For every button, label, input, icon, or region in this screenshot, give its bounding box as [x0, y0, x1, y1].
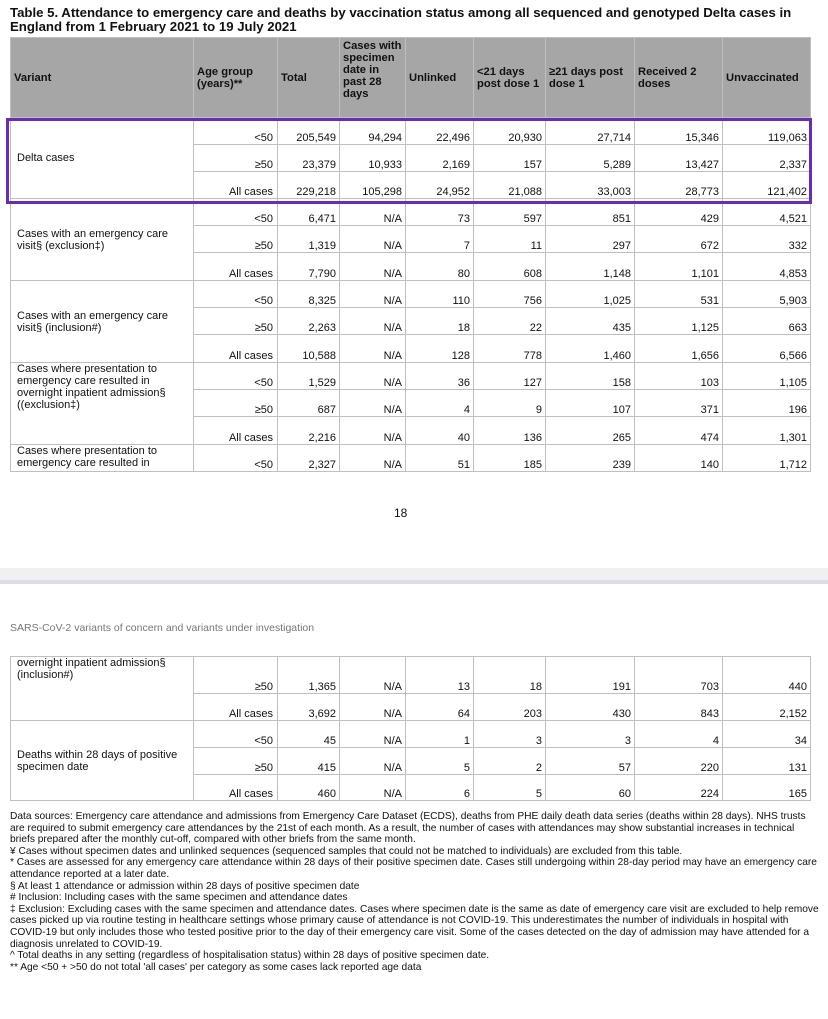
footnote: ^ Total deaths in any setting (regardless of hospitalisation status) within 28 days of positive specimen date.: [10, 950, 490, 962]
table-cell: 2,263: [278, 308, 340, 335]
age-group-cell: All cases: [194, 335, 278, 363]
table-cell: N/A: [340, 281, 406, 308]
table-cell: 3: [474, 721, 546, 748]
age-group-cell: ≥50: [194, 308, 278, 335]
table-cell: 1,101: [635, 253, 723, 281]
table-cell: N/A: [340, 226, 406, 253]
table-cell: 6,566: [723, 335, 811, 363]
footnote: ** Age <50 + >50 do not total 'all cases' per category as some cases lack reported age data: [10, 961, 422, 973]
table-cell: 687: [278, 390, 340, 417]
table-cell: 11: [474, 226, 546, 253]
header-cases-with-specimen: Cases with specimen date in past 28 days: [340, 38, 406, 118]
table-cell: 1,148: [546, 253, 635, 281]
table-cell: 185: [474, 445, 546, 472]
table-cell: 460: [278, 775, 340, 801]
table-cell: 703: [635, 657, 723, 694]
table-cell: 23,379: [278, 145, 340, 172]
age-group-cell: ≥50: [194, 390, 278, 417]
table-cell: 203: [474, 694, 546, 721]
table-cell: 18: [474, 657, 546, 694]
table-cell: 1,125: [635, 308, 723, 335]
table-cell: 1,025: [546, 281, 635, 308]
age-group-cell: All cases: [194, 694, 278, 721]
age-group-cell: ≥50: [194, 657, 278, 694]
table-cell: N/A: [340, 657, 406, 694]
table-cell: 430: [546, 694, 635, 721]
table-cell: 27,714: [546, 118, 635, 145]
table-cell: 597: [474, 199, 546, 226]
table-cell: 136: [474, 417, 546, 445]
row-group-label: Deaths within 28 days of positive specimen date: [11, 721, 194, 801]
header-unlinked: Unlinked: [406, 38, 474, 118]
table-cell: 756: [474, 281, 546, 308]
table-cell: 474: [635, 417, 723, 445]
table-cell: 4: [406, 390, 474, 417]
table-cell: 157: [474, 145, 546, 172]
table-cell: 6,471: [278, 199, 340, 226]
table-cell: 165: [723, 775, 811, 801]
table-cell: N/A: [340, 253, 406, 281]
table-cell: 22: [474, 308, 546, 335]
table-row: [11, 657, 811, 694]
table-cell: 205,549: [278, 118, 340, 145]
table-cell: 21,088: [474, 172, 546, 199]
table-cell: 7,790: [278, 253, 340, 281]
age-group-cell: All cases: [194, 172, 278, 199]
table-cell: 3,692: [278, 694, 340, 721]
table-cell: 1,656: [635, 335, 723, 363]
table-cell: 1: [406, 721, 474, 748]
age-group-cell: <50: [194, 118, 278, 145]
table-cell: 131: [723, 748, 811, 775]
header-lt21-days: <21 days post dose 1: [474, 38, 546, 118]
table-row: [11, 118, 811, 145]
page-separator: [0, 568, 828, 580]
footnote: * Cases are assessed for any emergency care attendance within 28 days of their positive specimen date. Cases still undergoing within 28-day period may have an emergency care attendance reported at a later date.: [10, 857, 817, 880]
row-group-label: Cases where presentation to emergency care resulted in overnight inpatient admission§ ((exclusion‡): [11, 363, 194, 445]
table-cell: 1,365: [278, 657, 340, 694]
attendance-table-part1: [10, 37, 811, 472]
table-cell: 229,218: [278, 172, 340, 199]
row-group-label: Cases with an emergency care visit§ (inclusion#): [11, 281, 194, 363]
table-cell: 36: [406, 363, 474, 390]
table-row: [11, 199, 811, 226]
table-cell: 843: [635, 694, 723, 721]
row-group-label: overnight inpatient admission§ (inclusion#): [11, 657, 194, 721]
table-cell: 5,289: [546, 145, 635, 172]
table-cell: 3: [546, 721, 635, 748]
table-cell: 119,063: [723, 118, 811, 145]
row-group-label: Cases with an emergency care visit§ (exclusion‡): [11, 199, 194, 281]
table-cell: 24,952: [406, 172, 474, 199]
table-cell: 20,930: [474, 118, 546, 145]
age-group-cell: ≥50: [194, 748, 278, 775]
table-cell: 15,346: [635, 118, 723, 145]
table-cell: N/A: [340, 721, 406, 748]
page-number: 18: [394, 506, 408, 520]
table-cell: 28,773: [635, 172, 723, 199]
table-cell: 4,853: [723, 253, 811, 281]
table-cell: 22,496: [406, 118, 474, 145]
table-cell: 105,298: [340, 172, 406, 199]
table-cell: 332: [723, 226, 811, 253]
header-ge21-days: ≥21 days post dose 1: [546, 38, 635, 118]
table-cell: 18: [406, 308, 474, 335]
table-cell: 2,337: [723, 145, 811, 172]
table-cell: N/A: [340, 308, 406, 335]
table-cell: 265: [546, 417, 635, 445]
table-cell: 64: [406, 694, 474, 721]
table-cell: 1,319: [278, 226, 340, 253]
table-cell: 10,933: [340, 145, 406, 172]
table-cell: 1,712: [723, 445, 811, 472]
header-age-group: Age group (years)**: [194, 38, 278, 118]
row-group-label: Delta cases: [11, 118, 194, 199]
table-cell: 2,327: [278, 445, 340, 472]
table-cell: 34: [723, 721, 811, 748]
footnotes: [10, 811, 822, 973]
table-cell: 6: [406, 775, 474, 801]
table-cell: 429: [635, 199, 723, 226]
table-cell: 663: [723, 308, 811, 335]
age-group-cell: <50: [194, 199, 278, 226]
table-cell: N/A: [340, 694, 406, 721]
footnote: ¥ Cases without specimen dates and unlinked sequences (sequenced samples that could not be matched to individuals) are excluded from this table.: [10, 845, 683, 857]
table-cell: 110: [406, 281, 474, 308]
table-cell: 224: [635, 775, 723, 801]
table-cell: 13,427: [635, 145, 723, 172]
table-cell: 57: [546, 748, 635, 775]
table-cell: 672: [635, 226, 723, 253]
age-group-cell: ≥50: [194, 226, 278, 253]
header-variant: Variant: [11, 38, 194, 118]
table-cell: 2,152: [723, 694, 811, 721]
table-cell: 220: [635, 748, 723, 775]
table-cell: 121,402: [723, 172, 811, 199]
table-cell: 158: [546, 363, 635, 390]
table-cell: 5: [474, 775, 546, 801]
footnote: ‡ Exclusion: Excluding cases with the same specimen and attendance dates. Cases where specimen date is the same as date of emergency care visit are excluded to help remove cases picked up via routine testing in healthcare settings whose primary cause of attendance is not COVID-19. This underestimates the number of individuals in hospital with COVID-19 but only includes those who tested positive prior to the day of their emergency care visit. Some of the cases detected on the day of admission may have attended for a diagnosis unrelated to COVID-19.: [10, 903, 819, 950]
footnote: # Inclusion: Including cases with the same specimen and attendance dates: [10, 892, 348, 904]
table-cell: 196: [723, 390, 811, 417]
table-cell: 45: [278, 721, 340, 748]
header-received-2-doses: Received 2 doses: [635, 38, 723, 118]
table-cell: 7: [406, 226, 474, 253]
table-row: [11, 363, 811, 390]
table-cell: 1,105: [723, 363, 811, 390]
table-cell: 73: [406, 199, 474, 226]
table-cell: N/A: [340, 445, 406, 472]
table-cell: 107: [546, 390, 635, 417]
table-cell: 9: [474, 390, 546, 417]
table-cell: 140: [635, 445, 723, 472]
header-unvaccinated: Unvaccinated: [723, 38, 811, 118]
table-cell: 435: [546, 308, 635, 335]
table-cell: 128: [406, 335, 474, 363]
table-cell: 2,169: [406, 145, 474, 172]
age-group-cell: <50: [194, 363, 278, 390]
age-group-cell: <50: [194, 281, 278, 308]
table-cell: 60: [546, 775, 635, 801]
age-group-cell: All cases: [194, 417, 278, 445]
table-cell: 4: [635, 721, 723, 748]
table-cell: 371: [635, 390, 723, 417]
table-cell: 1,529: [278, 363, 340, 390]
age-group-cell: All cases: [194, 253, 278, 281]
table-cell: 415: [278, 748, 340, 775]
page-separator-edge: [0, 580, 828, 584]
age-group-cell: <50: [194, 721, 278, 748]
table-cell: 1,460: [546, 335, 635, 363]
table-row: [11, 721, 811, 748]
row-group-label: Cases where presentation to emergency care resulted in: [11, 445, 194, 472]
table-cell: 8,325: [278, 281, 340, 308]
header-total: Total: [278, 38, 340, 118]
table-cell: 13: [406, 657, 474, 694]
table-cell: 127: [474, 363, 546, 390]
table-cell: 608: [474, 253, 546, 281]
table-cell: 2,216: [278, 417, 340, 445]
table-row: [11, 445, 811, 472]
table-cell: 5: [406, 748, 474, 775]
table-cell: 851: [546, 199, 635, 226]
age-group-cell: <50: [194, 445, 278, 472]
attendance-table-part2: [10, 656, 811, 801]
table-cell: 94,294: [340, 118, 406, 145]
table-cell: 778: [474, 335, 546, 363]
table-cell: 239: [546, 445, 635, 472]
table-cell: 80: [406, 253, 474, 281]
table-cell: N/A: [340, 748, 406, 775]
table-cell: 5,903: [723, 281, 811, 308]
table-row: [11, 281, 811, 308]
table-cell: 51: [406, 445, 474, 472]
table-cell: N/A: [340, 775, 406, 801]
table-cell: 10,588: [278, 335, 340, 363]
table-cell: N/A: [340, 199, 406, 226]
table-cell: 40: [406, 417, 474, 445]
table-cell: 1,301: [723, 417, 811, 445]
age-group-cell: All cases: [194, 775, 278, 801]
table-cell: N/A: [340, 363, 406, 390]
table-cell: 103: [635, 363, 723, 390]
table-cell: 2: [474, 748, 546, 775]
table-cell: 440: [723, 657, 811, 694]
running-header: SARS-CoV-2 variants of concern and variants under investigation: [10, 622, 315, 634]
table-cell: 531: [635, 281, 723, 308]
footnote: § At least 1 attendance or admission within 28 days of positive specimen date: [10, 880, 360, 892]
table-cell: 33,003: [546, 172, 635, 199]
table-cell: N/A: [340, 335, 406, 363]
table-cell: 297: [546, 226, 635, 253]
footnote: Data sources: Emergency care attendance and admissions from Emergency Care Dataset (ECDS), deaths from PHE daily death data series (deaths within 28 days). NHS trusts are required to submit emergency care attendances by the 21st of each month. As a result, the number of cases with attendances may show substantial increases in technical briefs prepared after the monthly cut-off, compared with other briefs from the same month.: [10, 811, 806, 846]
table-title: Table 5. Attendance to emergency care and deaths by vaccination status among all sequenced and genotyped Delta cases in England from 1 February 2021 to 19 July 2021: [10, 5, 792, 34]
age-group-cell: ≥50: [194, 145, 278, 172]
table-cell: 4,521: [723, 199, 811, 226]
table-cell: N/A: [340, 390, 406, 417]
table-cell: N/A: [340, 417, 406, 445]
table-cell: 191: [546, 657, 635, 694]
